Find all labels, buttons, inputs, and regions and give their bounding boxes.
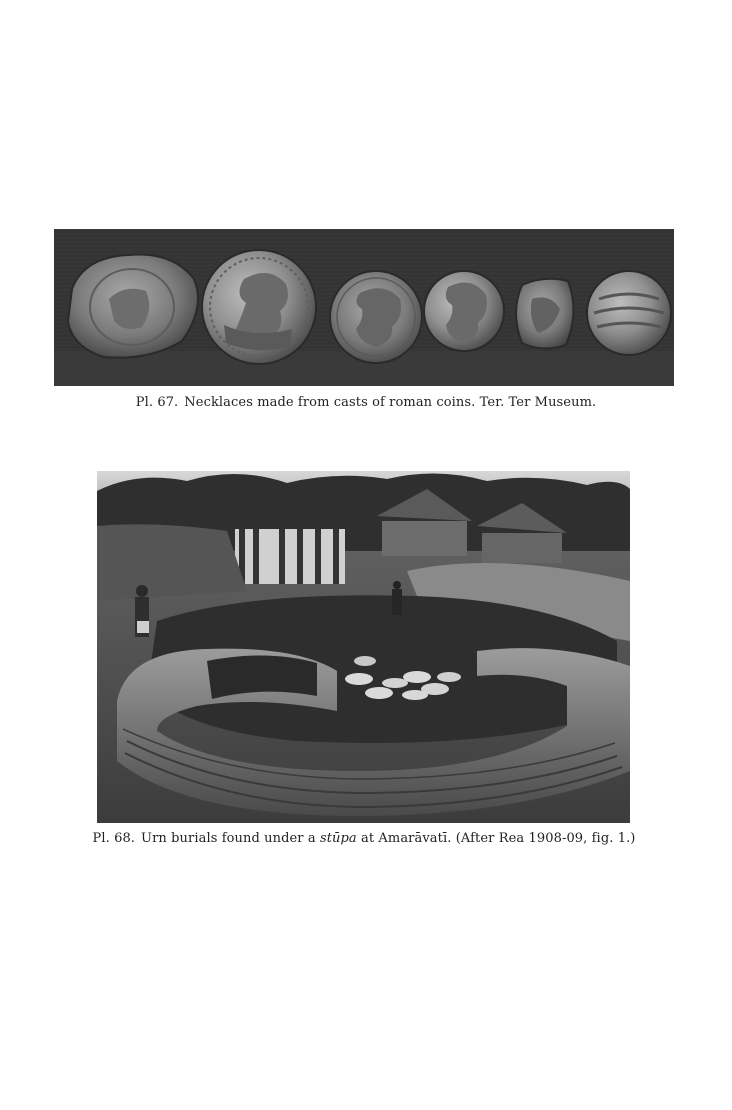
coins-illustration — [54, 229, 674, 386]
excavation-illustration — [97, 471, 630, 823]
urn-burials-photo — [97, 471, 630, 823]
coin-1 — [68, 255, 198, 358]
coin-3 — [330, 271, 422, 363]
plate-67-label: Pl. 67. — [135, 395, 179, 410]
coin-2 — [202, 250, 316, 364]
striped-cloth — [235, 529, 345, 584]
plate-68-caption — [0, 831, 728, 846]
coins-necklace-photo — [54, 229, 674, 386]
plate-68-label: Pl. 68. — [92, 831, 136, 846]
coin-5 — [516, 279, 574, 349]
plate-67-caption — [0, 395, 732, 410]
plate-68-caption-italic: stūpa — [319, 831, 357, 846]
coin-6 — [587, 271, 671, 355]
plate-68-caption-end: at Amarāvatī. (After Rea 1908-09, fig. 1.) — [356, 831, 636, 846]
plate-67-caption-text: Necklaces made from casts of roman coins. Ter. Ter Museum. — [184, 395, 597, 410]
coin-4 — [424, 271, 504, 351]
plate-68-caption-start: Urn burials found under a — [141, 831, 320, 846]
